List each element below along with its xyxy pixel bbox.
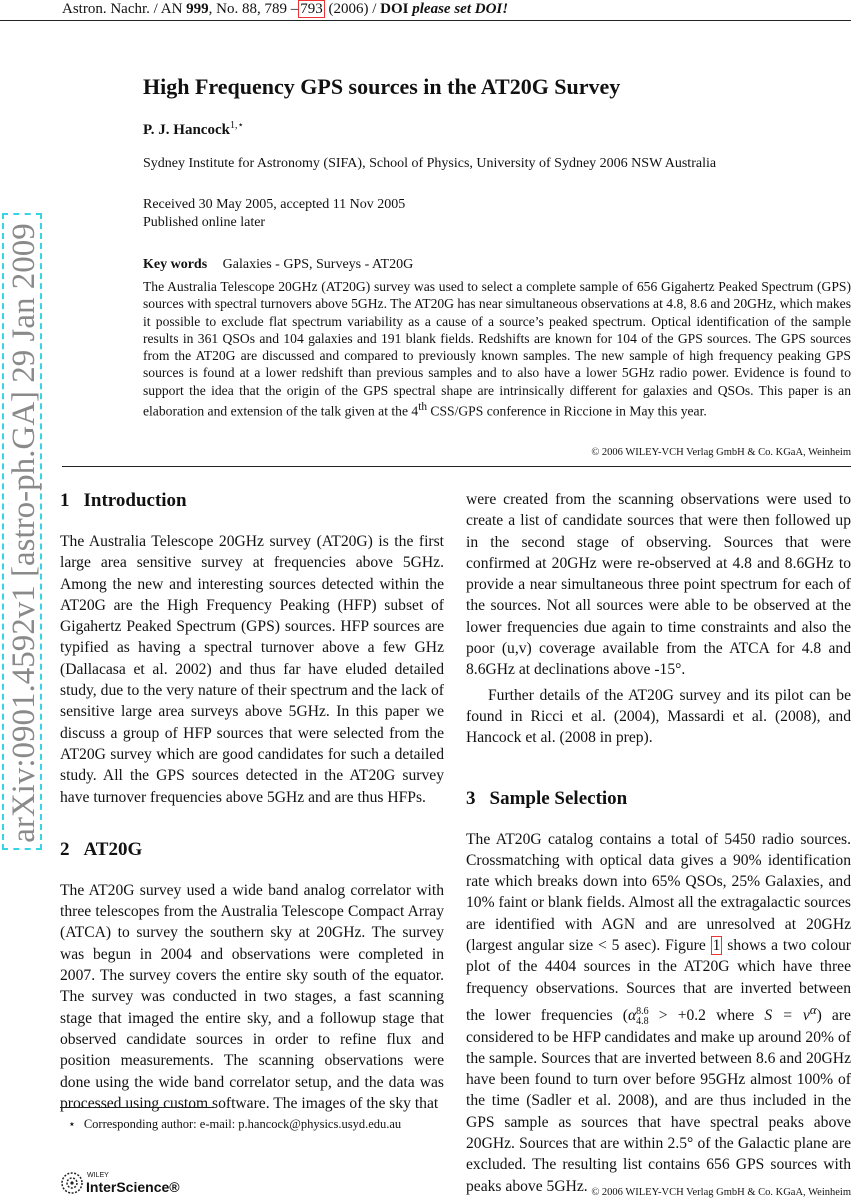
running-header <box>0 0 851 21</box>
math-lower-limit: 4.8 <box>636 1015 649 1027</box>
keywords <box>143 257 413 273</box>
doi-value: please set DOI! <box>412 1 509 17</box>
copyright-notice: © 2006 WILEY-VCH Verlag GmbH & Co. KGaA, Weinheim <box>591 447 851 458</box>
abstract-text: The Australia Telescope 20GHz (AT20G) survey was used to select a complete sample of 656 Gigahertz Peaked Spectrum (GPS) sources with spectral turnovers above 5GHz. The AT20G has near simultaneous observations at 4.8, 8.6 and 20GHz, which makes it possible to exclude flat spectrum variability as a cause of a source’s peaked spectrum. Optical identification of the sample results in 361 QSOs and 104 galaxies and 191 blank fields. Redshifts are known for 104 of the GPS sources. The GPS sources from the AT20G are discussed and compared to previously known samples. The new sample of high frequency peaking GPS sources is found at a lower redshift than previous samples and to also have a lower 5GHz radio power. Evidence is found to support the idea that the origin of the GPS spectral shape are intrinsically different for galaxies and QSOs. This paper is an elaboration and extension of the talk given at the 4 <box>143 279 851 419</box>
section-title: Sample Selection <box>489 787 628 809</box>
section-number: 3 <box>466 787 476 809</box>
section-number: 1 <box>60 490 70 511</box>
abstract-superscript: th <box>418 401 427 414</box>
math-limits <box>636 1007 649 1027</box>
issue-number: No. 88, <box>216 1 261 17</box>
math-alpha: α <box>627 1007 637 1025</box>
abstract <box>143 278 851 420</box>
math-upper-limit: 8.6 <box>636 1005 649 1017</box>
footnote <box>68 1116 401 1132</box>
page-end-link[interactable]: 793 <box>300 1 323 17</box>
logo-interscience-text: InterScience® <box>86 1179 180 1195</box>
math-exponent: α <box>809 1001 817 1017</box>
at20g-paragraph: The AT20G survey used a wide band analog correlator with three telescopes from the Australia Telescope Compact Array (ATCA) to survey the southern sky at 20GHz. The survey was begun in 2004 and observations were completed in 2007. The survey covers the entire sky south of the equator. The survey was conducted in two stages, a fast scanning stage that imaged the entire sky, and a followup stage that observed candidate sources in order to refine flux and position measurements. The scanning observations were done using the wide band correlator setup, and the data was processed using custom software. The images of the sky that <box>60 881 444 1112</box>
at20g-further-details: Further details of the AT20G survey and its pilot can be found in Ricci et al. (2004), Massardi et al. (2008), and Hancock et al. (2008 in prep). <box>466 686 851 747</box>
math-condition: > +0.2 where <box>648 1007 765 1025</box>
sample-text-2: shows a two colour plot of the 4404 sources in the AT20G which have three frequency observations. Sources that are inverted between the lower frequencies ( <box>466 937 851 1025</box>
keywords-list: Galaxies - GPS, Surveys - AT20G <box>222 257 414 272</box>
section-title: AT20G <box>83 838 143 860</box>
section-title: Introduction <box>83 490 187 511</box>
section-heading-sample-selection <box>466 787 851 811</box>
author <box>143 120 244 139</box>
interscience-globe-icon <box>60 1170 84 1196</box>
front-matter-rule <box>62 466 851 467</box>
publication-year: (2006) / <box>328 1 377 17</box>
footnote-marker: ⋆ <box>68 1117 76 1131</box>
section-heading-introduction <box>60 489 444 513</box>
left-column <box>60 489 444 1114</box>
footnote-rule <box>60 1107 214 1108</box>
right-column <box>466 489 851 1197</box>
published-date: Published online later <box>143 215 266 230</box>
affiliation: Sydney Institute for Astronomy (SIFA), School of Physics, University of Sydney 2006 NSW Australia <box>143 156 717 171</box>
doi-label: DOI <box>380 1 409 17</box>
journal-citation: Astron. Nachr. / AN 999, No. 88, 789 – 793 (2006) / DOI please set DOI! <box>62 1 509 17</box>
introduction-paragraph: The Australia Telescope 20GHz survey (AT20G) is the first large area sensitive survey at frequencies above 5GHz. Among the new and interesting sources detected within the AT20G are the High Frequency Peaking (HFP) subset of Gigahertz Peaked Spectrum (GPS) sources. HFP sources are typified as having a spectral turnover above a few GHz (Dallacasa et al. 2002) and thus far have eluded detailed study, due to the very nature of their spectrum and the lack of sensitive large area surveys above 5GHz. In this paper we discuss a group of HFP sources that were selected from the AT20G survey which are good candidates for such a detailed study. All the GPS sources detected in the AT20G survey have turnover frequencies above 5GHz and are thus HFPs. <box>60 533 444 806</box>
section-number: 2 <box>60 838 70 860</box>
wiley-interscience-logo <box>60 1170 180 1200</box>
page-range-start: 789 – <box>264 1 299 17</box>
math-power-law: S = ν <box>764 1007 810 1025</box>
author-name: P. J. Hancock <box>143 122 230 138</box>
abstract-text-end: CSS/GPS conference in Riccione in May this year. <box>427 403 707 419</box>
arxiv-stamp-box[interactable] <box>2 213 42 850</box>
volume-number: 999 <box>186 1 209 17</box>
sample-text: The AT20G catalog contains a total of 5450 radio sources. Crossmatching with optical data gives a 90% identification rate which breaks down into 65% QSOs, 25% Galaxies, and 10% faint or blank fields. Almost all the extragalactic sources are identified with AGN and are unresolved at 20GHz (largest angular size < 5 asec). Figure <box>466 830 851 955</box>
corresponding-author-email[interactable]: Corresponding author: e-mail: p.hancock@physics.usyd.edu.au <box>83 1117 402 1131</box>
section-heading-at20g <box>60 838 444 862</box>
sample-selection-paragraph <box>466 829 851 1197</box>
paper-title: High Frequency GPS sources in the AT20G Survey <box>143 74 621 99</box>
figure-link[interactable]: 1 <box>712 937 721 955</box>
sample-text-3: ) are considered to be HFP candidates and make up around 20% of the sample. Sources that are inverted between 8.6 and 20GHz have been found to turn over before 95GHz almost 100% of the time (Sadler et al. 2008), and are thus included in the GPS sample as sources that have spectral peaks above 20GHz. Sources that are within 2.5° of the Galactic plane are excluded. The resulting list contains 656 GPS sources with peaks above 5GHz. <box>466 1007 851 1195</box>
received-date: Received 30 May 2005, accepted 11 Nov 2005 <box>143 197 406 212</box>
footer-copyright: © 2006 WILEY-VCH Verlag GmbH & Co. KGaA, Weinheim <box>591 1187 851 1198</box>
arxiv-identifier[interactable]: arXiv:0901.4592v1 [astro-ph.GA] 29 Jan 2009 <box>6 223 42 843</box>
logo-wiley-text: WILEY <box>87 1172 109 1179</box>
at20g-paragraph-continued: were created from the scanning observations were used to create a list of candidate sources that were then followed up in the second stage of observing. Sources that were confirmed at 20GHz were re-observed at 4.8 and 8.6GHz to provide a near simultaneous three point spectrum for each of the sources. Not all sources were able to be observed at the lower frequencies due again to time constraints and also the poor (u,v) coverage available from the ATCA for 4.8 and 8.6GHz at declinations above -15°. <box>466 491 851 679</box>
author-marks: 1,⋆ <box>229 120 244 131</box>
keywords-label: Key words <box>143 257 208 272</box>
journal-name: Astron. Nachr. / AN <box>62 1 183 17</box>
